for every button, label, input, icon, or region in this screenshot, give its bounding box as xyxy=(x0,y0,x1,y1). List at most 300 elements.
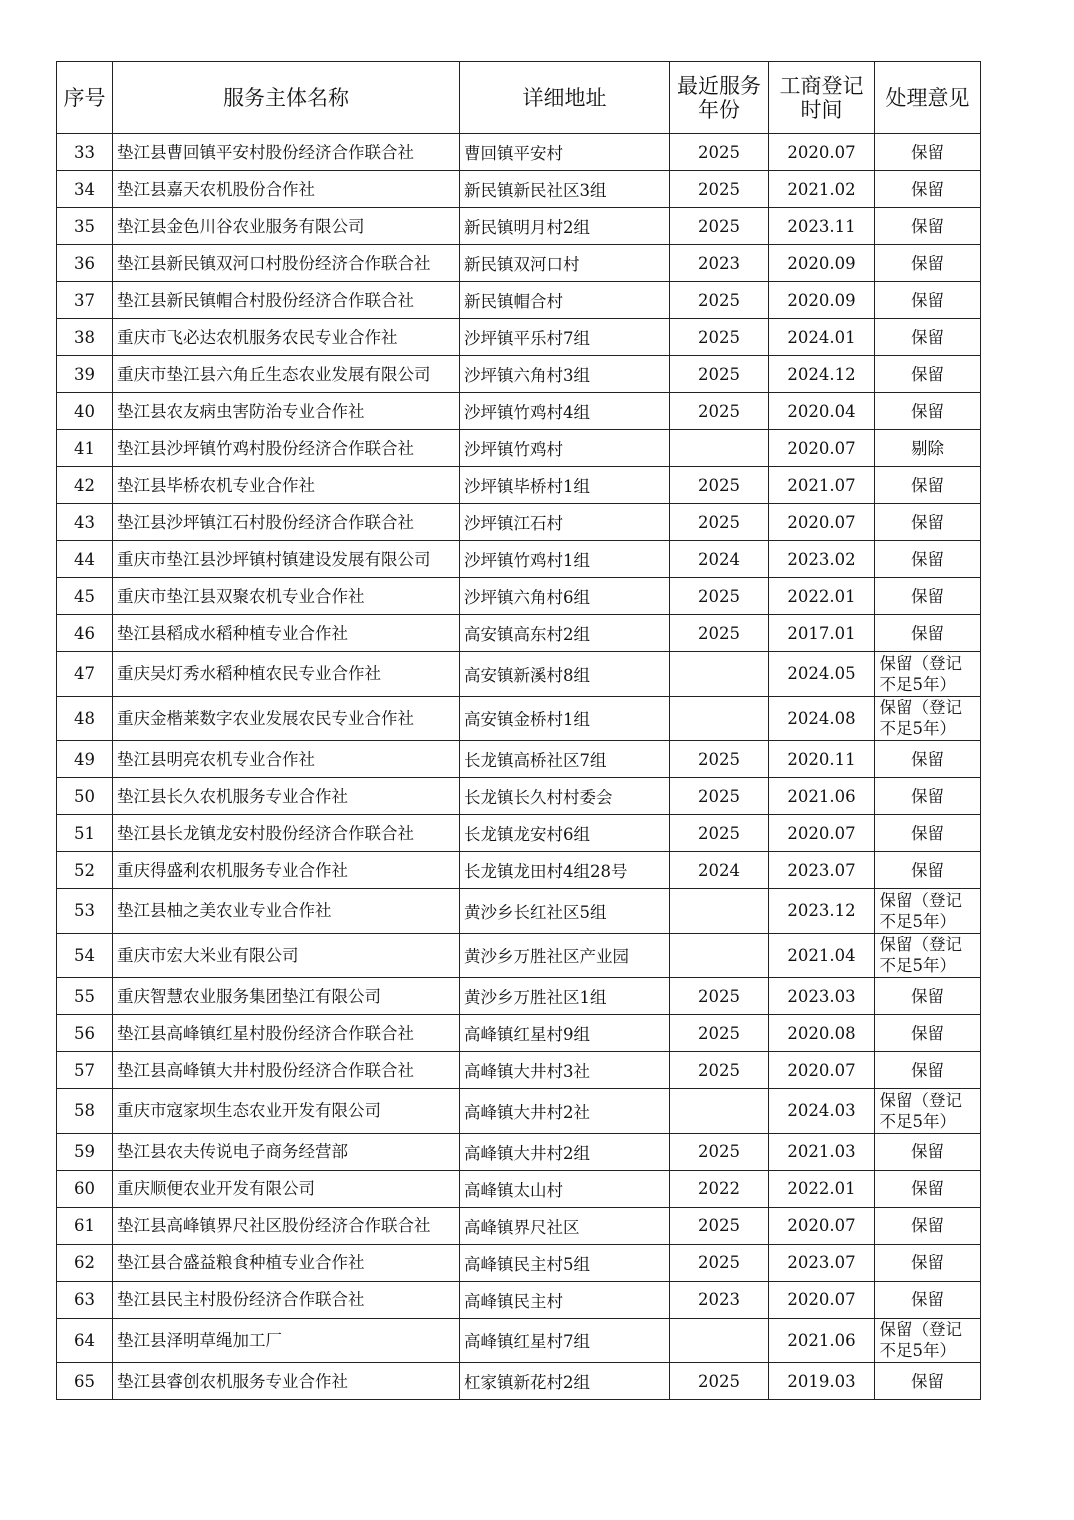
entity-name xyxy=(113,1281,460,1318)
recent-service-year xyxy=(670,1170,769,1207)
opinion xyxy=(875,1207,981,1244)
opinion-text: 保留 xyxy=(911,823,944,843)
table-row xyxy=(57,541,981,578)
entity-name-text: 垫江县曹回镇平安村股份经济合作联合社 xyxy=(117,142,414,162)
recent-service-year-text: 2025 xyxy=(698,364,740,384)
address-text: 沙坪镇竹鸡村4组 xyxy=(464,403,590,422)
address-text: 长龙镇高桥社区7组 xyxy=(464,751,607,770)
row-number-text: 36 xyxy=(74,253,95,273)
opinion xyxy=(875,889,981,934)
entity-name-text: 垫江县农夫传说电子商务经营部 xyxy=(117,1142,348,1161)
recent-service-year xyxy=(670,741,769,778)
table-row xyxy=(57,778,981,815)
row-number xyxy=(57,578,113,615)
entity-name-text: 重庆顺便农业开发有限公司 xyxy=(117,1179,315,1198)
opinion xyxy=(875,652,981,697)
address xyxy=(460,134,670,171)
entity-name xyxy=(113,467,460,504)
entity-name xyxy=(113,1052,460,1089)
address-text: 高安镇新溪村8组 xyxy=(464,665,590,685)
row-number xyxy=(57,356,113,393)
address xyxy=(460,393,670,430)
recent-service-year xyxy=(670,1089,769,1134)
address-text: 高峰镇红星村7组 xyxy=(464,1332,590,1352)
row-number xyxy=(57,696,113,741)
row-number xyxy=(57,171,113,208)
opinion xyxy=(875,1015,981,1052)
entity-name xyxy=(113,933,460,978)
opinion-text: 保留 xyxy=(911,1371,944,1391)
recent-service-year xyxy=(670,134,769,171)
entity-name xyxy=(113,1363,460,1400)
row-number xyxy=(57,741,113,778)
address xyxy=(460,1170,670,1207)
entity-name xyxy=(113,741,460,778)
registration-date-text: 2023.03 xyxy=(787,986,856,1006)
entity-name-text: 垫江县嘉天农机股份合作社 xyxy=(117,179,315,199)
entity-name-text: 垫江县合盛益粮食种植专业合作社 xyxy=(117,1253,365,1272)
registration-date-text: 2024.12 xyxy=(787,364,856,384)
recent-service-year xyxy=(670,1363,769,1400)
recent-service-year xyxy=(670,1133,769,1170)
recent-service-year-text: 2025 xyxy=(698,986,740,1006)
table-row xyxy=(57,1015,981,1052)
entity-name xyxy=(113,1244,460,1281)
registration-date xyxy=(769,134,875,171)
registration-date xyxy=(769,978,875,1015)
row-number-text: 57 xyxy=(74,1060,95,1080)
header-address: 详细地址 xyxy=(460,62,670,134)
registration-date xyxy=(769,1015,875,1052)
table-row xyxy=(57,978,981,1015)
registration-date xyxy=(769,1244,875,1281)
entity-name xyxy=(113,778,460,815)
registration-date xyxy=(769,1089,875,1134)
recent-service-year-text: 2023 xyxy=(698,1290,740,1309)
registration-date-text: 2021.04 xyxy=(787,945,856,965)
entity-name-text: 垫江县稻成水稻种植专业合作社 xyxy=(117,623,348,643)
opinion-text: 保留 xyxy=(911,986,944,1006)
entity-name-text: 垫江县农友病虫害防治专业合作社 xyxy=(117,401,365,421)
entity-name xyxy=(113,504,460,541)
entity-name xyxy=(113,615,460,652)
address xyxy=(460,933,670,978)
recent-service-year xyxy=(670,978,769,1015)
row-number xyxy=(57,1133,113,1170)
address-text: 黄沙乡万胜社区产业园 xyxy=(464,947,629,967)
address-text: 沙坪镇竹鸡村1组 xyxy=(464,551,590,570)
address-text: 高峰镇太山村 xyxy=(464,1180,563,1200)
recent-service-year xyxy=(670,652,769,697)
row-number xyxy=(57,1052,113,1089)
address-text: 曹回镇平安村 xyxy=(464,144,563,163)
opinion xyxy=(875,741,981,778)
address-text: 新民镇帽合村 xyxy=(464,292,563,311)
row-number-text: 59 xyxy=(74,1142,95,1161)
opinion-text: 保留 xyxy=(911,1216,944,1235)
address-text: 新民镇新民社区3组 xyxy=(464,181,607,200)
entity-name xyxy=(113,1318,460,1363)
address-text: 长龙镇龙安村6组 xyxy=(464,825,590,844)
address-text: 新民镇明月村2组 xyxy=(464,218,590,237)
address xyxy=(460,978,670,1015)
entity-name xyxy=(113,815,460,852)
registration-date xyxy=(769,245,875,282)
header-row xyxy=(57,62,981,134)
address xyxy=(460,652,670,697)
table-row xyxy=(57,1052,981,1089)
opinion-text: 保留 xyxy=(911,475,944,495)
row-number xyxy=(57,889,113,934)
address-text: 高峰镇民主村 xyxy=(464,1291,563,1311)
opinion-text: 保留（登记不足5年） xyxy=(879,1090,962,1131)
entity-name-text: 垫江县高峰镇界尺社区股份经济合作联合社 xyxy=(117,1216,431,1235)
row-number-text: 49 xyxy=(74,749,95,769)
row-number xyxy=(57,467,113,504)
entity-name-text: 垫江县沙坪镇竹鸡村股份经济合作联合社 xyxy=(117,438,414,458)
row-number-text: 58 xyxy=(74,1101,95,1121)
opinion-text: 保留 xyxy=(911,1253,944,1272)
entity-name xyxy=(113,1015,460,1052)
recent-service-year xyxy=(670,778,769,815)
registration-date-text: 2021.03 xyxy=(787,1142,856,1161)
recent-service-year xyxy=(670,504,769,541)
opinion xyxy=(875,696,981,741)
row-number-text: 47 xyxy=(74,664,95,684)
address xyxy=(460,696,670,741)
recent-service-year-text: 2025 xyxy=(698,142,740,162)
registration-date xyxy=(769,541,875,578)
row-number-text: 48 xyxy=(74,708,95,728)
table-row xyxy=(57,889,981,934)
registration-date-text: 2020.07 xyxy=(787,438,856,458)
entity-name-text: 重庆市垫江县沙坪镇村镇建设发展有限公司 xyxy=(117,549,431,569)
row-number xyxy=(57,393,113,430)
opinion-text: 保留 xyxy=(911,290,944,310)
row-number xyxy=(57,652,113,697)
opinion xyxy=(875,778,981,815)
address-text: 高峰镇大井村3社 xyxy=(464,1062,590,1081)
entity-name xyxy=(113,245,460,282)
registration-date xyxy=(769,815,875,852)
registration-date-text: 2022.01 xyxy=(787,1179,856,1198)
recent-service-year xyxy=(670,393,769,430)
recent-service-year-text: 2025 xyxy=(698,1060,740,1080)
entity-name xyxy=(113,319,460,356)
address-text: 沙坪镇毕桥村1组 xyxy=(464,477,590,496)
entity-name-text: 重庆得盛利农机服务专业合作社 xyxy=(117,860,348,880)
entity-name-text: 垫江县新民镇帽合村股份经济合作联合社 xyxy=(117,290,414,310)
entity-name xyxy=(113,282,460,319)
recent-service-year-text: 2025 xyxy=(698,586,740,606)
entity-name xyxy=(113,208,460,245)
address-text: 杠家镇新花村2组 xyxy=(464,1373,590,1392)
entity-name xyxy=(113,393,460,430)
registration-date xyxy=(769,1133,875,1170)
table-row xyxy=(57,1170,981,1207)
row-number xyxy=(57,978,113,1015)
address-text: 沙坪镇六角村3组 xyxy=(464,366,590,385)
entity-name-text: 垫江县高峰镇大井村股份经济合作联合社 xyxy=(117,1060,414,1080)
recent-service-year-text: 2025 xyxy=(698,216,740,236)
registration-date-text: 2021.06 xyxy=(787,786,856,806)
table-row xyxy=(57,1363,981,1400)
recent-service-year-text: 2025 xyxy=(698,475,740,495)
table-row xyxy=(57,1318,981,1363)
service-entity-table xyxy=(56,61,981,1400)
registration-date xyxy=(769,741,875,778)
registration-date xyxy=(769,652,875,697)
entity-name-text: 重庆市寇家坝生态农业开发有限公司 xyxy=(117,1101,381,1121)
registration-date xyxy=(769,1170,875,1207)
opinion-text: 保留 xyxy=(911,179,944,199)
address-text: 高峰镇红星村9组 xyxy=(464,1025,590,1044)
row-number xyxy=(57,1281,113,1318)
address xyxy=(460,208,670,245)
registration-date-text: 2020.07 xyxy=(787,512,856,532)
row-number xyxy=(57,1244,113,1281)
table-row xyxy=(57,933,981,978)
registration-date-text: 2023.12 xyxy=(787,901,856,921)
recent-service-year xyxy=(670,1244,769,1281)
recent-service-year-text: 2025 xyxy=(698,749,740,769)
opinion-text: 保留 xyxy=(911,216,944,236)
address-text: 沙坪镇平乐村7组 xyxy=(464,329,590,348)
table-row xyxy=(57,430,981,467)
address-text: 高峰镇大井村2社 xyxy=(464,1102,590,1122)
registration-date-text: 2021.06 xyxy=(787,1330,856,1350)
table-row xyxy=(57,319,981,356)
registration-date-text: 2020.07 xyxy=(787,1290,856,1309)
header-no: 序号 xyxy=(57,62,113,134)
opinion xyxy=(875,1363,981,1400)
entity-name xyxy=(113,652,460,697)
address-text: 高峰镇民主村5组 xyxy=(464,1254,590,1274)
registration-date xyxy=(769,208,875,245)
opinion xyxy=(875,1281,981,1318)
registration-date xyxy=(769,1363,875,1400)
opinion xyxy=(875,1052,981,1089)
address-text: 高峰镇界尺社区 xyxy=(464,1217,580,1237)
recent-service-year-text: 2025 xyxy=(698,179,740,199)
registration-date xyxy=(769,356,875,393)
entity-name xyxy=(113,356,460,393)
registration-date-text: 2023.11 xyxy=(787,216,856,236)
entity-name-text: 垫江县民主村股份经济合作联合社 xyxy=(117,1290,365,1309)
opinion-text: 剔除 xyxy=(911,438,944,458)
recent-service-year-text: 2025 xyxy=(698,1216,740,1235)
entity-name xyxy=(113,1170,460,1207)
registration-date-text: 2024.01 xyxy=(787,327,856,347)
row-number-text: 64 xyxy=(74,1330,95,1350)
recent-service-year xyxy=(670,615,769,652)
recent-service-year-text: 2024 xyxy=(698,860,740,880)
opinion-text: 保留 xyxy=(911,786,944,806)
entity-name-text: 重庆市垫江县双聚农机专业合作社 xyxy=(117,586,365,606)
registration-date-text: 2020.07 xyxy=(787,1216,856,1235)
registration-date xyxy=(769,282,875,319)
registration-date-text: 2023.07 xyxy=(787,860,856,880)
registration-date xyxy=(769,1281,875,1318)
entity-name xyxy=(113,134,460,171)
opinion xyxy=(875,282,981,319)
registration-date-text: 2020.08 xyxy=(787,1023,856,1043)
registration-date-text: 2024.03 xyxy=(787,1101,856,1121)
address xyxy=(460,171,670,208)
address xyxy=(460,282,670,319)
recent-service-year-text: 2025 xyxy=(698,1142,740,1161)
row-number xyxy=(57,1015,113,1052)
opinion xyxy=(875,1089,981,1134)
registration-date xyxy=(769,430,875,467)
row-number-text: 34 xyxy=(74,179,95,199)
header-opinion: 处理意见 xyxy=(875,62,981,134)
opinion xyxy=(875,541,981,578)
row-number-text: 46 xyxy=(74,623,95,643)
opinion xyxy=(875,504,981,541)
row-number-text: 43 xyxy=(74,512,95,532)
registration-date xyxy=(769,319,875,356)
table-row xyxy=(57,815,981,852)
opinion xyxy=(875,208,981,245)
entity-name xyxy=(113,696,460,741)
registration-date-text: 2020.09 xyxy=(787,253,856,273)
recent-service-year xyxy=(670,696,769,741)
recent-service-year xyxy=(670,889,769,934)
address xyxy=(460,356,670,393)
address-text: 高峰镇大井村2组 xyxy=(464,1143,590,1163)
opinion-text: 保留（登记不足5年） xyxy=(879,890,962,931)
address xyxy=(460,430,670,467)
registration-date xyxy=(769,615,875,652)
row-number xyxy=(57,1318,113,1363)
entity-name-text: 垫江县泽明草绳加工厂 xyxy=(117,1330,282,1350)
address xyxy=(460,1089,670,1134)
table-row xyxy=(57,696,981,741)
row-number xyxy=(57,1363,113,1400)
opinion-text: 保留（登记不足5年） xyxy=(879,698,962,739)
address xyxy=(460,578,670,615)
recent-service-year xyxy=(670,541,769,578)
opinion-text: 保留 xyxy=(911,364,944,384)
table-row xyxy=(57,741,981,778)
recent-service-year xyxy=(670,1281,769,1318)
row-number xyxy=(57,933,113,978)
row-number-text: 60 xyxy=(74,1179,95,1198)
opinion xyxy=(875,978,981,1015)
row-number xyxy=(57,134,113,171)
entity-name xyxy=(113,1089,460,1134)
header-registration: 工商登记时间 xyxy=(769,62,875,134)
address-text: 沙坪镇竹鸡村 xyxy=(464,440,563,459)
recent-service-year-text: 2025 xyxy=(698,401,740,421)
entity-name-text: 垫江县毕桥农机专业合作社 xyxy=(117,475,315,495)
address-text: 高安镇金桥村1组 xyxy=(464,710,590,730)
table-row xyxy=(57,1281,981,1318)
registration-date-text: 2024.08 xyxy=(787,708,856,728)
table-row xyxy=(57,1207,981,1244)
recent-service-year xyxy=(670,208,769,245)
address xyxy=(460,1318,670,1363)
recent-service-year-text: 2024 xyxy=(698,549,740,569)
registration-date xyxy=(769,1052,875,1089)
opinion-text: 保留 xyxy=(911,401,944,421)
row-number xyxy=(57,1207,113,1244)
recent-service-year-text: 2025 xyxy=(698,327,740,347)
address-text: 黄沙乡长红社区5组 xyxy=(464,902,607,922)
registration-date-text: 2019.03 xyxy=(787,1371,856,1391)
recent-service-year xyxy=(670,356,769,393)
address xyxy=(460,1363,670,1400)
registration-date xyxy=(769,504,875,541)
registration-date xyxy=(769,889,875,934)
row-number-text: 33 xyxy=(74,142,95,162)
recent-service-year xyxy=(670,245,769,282)
registration-date-text: 2020.07 xyxy=(787,142,856,162)
registration-date-text: 2022.01 xyxy=(787,586,856,606)
entity-name-text: 垫江县明亮农机专业合作社 xyxy=(117,749,315,769)
recent-service-year xyxy=(670,1052,769,1089)
row-number xyxy=(57,615,113,652)
entity-name-text: 垫江县金色川谷农业服务有限公司 xyxy=(117,216,365,236)
opinion-text: 保留（登记不足5年） xyxy=(879,653,962,694)
row-number-text: 51 xyxy=(74,823,95,843)
row-number-text: 37 xyxy=(74,290,95,310)
row-number xyxy=(57,852,113,889)
registration-date xyxy=(769,171,875,208)
address xyxy=(460,852,670,889)
address-text: 长龙镇长久村村委会 xyxy=(464,788,613,807)
row-number-text: 38 xyxy=(74,327,95,347)
row-number xyxy=(57,1170,113,1207)
opinion xyxy=(875,356,981,393)
recent-service-year-text: 2025 xyxy=(698,1253,740,1272)
entity-name xyxy=(113,852,460,889)
address xyxy=(460,815,670,852)
opinion xyxy=(875,852,981,889)
opinion-text: 保留 xyxy=(911,327,944,347)
row-number-text: 50 xyxy=(74,786,95,806)
opinion-text: 保留 xyxy=(911,749,944,769)
table-row xyxy=(57,245,981,282)
opinion xyxy=(875,578,981,615)
recent-service-year xyxy=(670,171,769,208)
opinion xyxy=(875,393,981,430)
entity-name-text: 垫江县长龙镇龙安村股份经济合作联合社 xyxy=(117,823,414,843)
opinion-text: 保留 xyxy=(911,512,944,532)
row-number xyxy=(57,319,113,356)
entity-name xyxy=(113,578,460,615)
entity-name-text: 重庆吴灯秀水稻种植农民专业合作社 xyxy=(117,664,381,684)
recent-service-year xyxy=(670,578,769,615)
registration-date xyxy=(769,1318,875,1363)
table-row xyxy=(57,1244,981,1281)
row-number xyxy=(57,245,113,282)
entity-name xyxy=(113,1207,460,1244)
opinion xyxy=(875,319,981,356)
opinion-text: 保留 xyxy=(911,253,944,273)
recent-service-year xyxy=(670,815,769,852)
row-number-text: 55 xyxy=(74,986,95,1006)
opinion xyxy=(875,1133,981,1170)
registration-date xyxy=(769,696,875,741)
recent-service-year xyxy=(670,1015,769,1052)
opinion xyxy=(875,815,981,852)
address-text: 长龙镇龙田村4组28号 xyxy=(464,862,628,881)
table-row xyxy=(57,171,981,208)
registration-date-text: 2020.09 xyxy=(787,290,856,310)
address-text: 黄沙乡万胜社区1组 xyxy=(464,988,607,1007)
